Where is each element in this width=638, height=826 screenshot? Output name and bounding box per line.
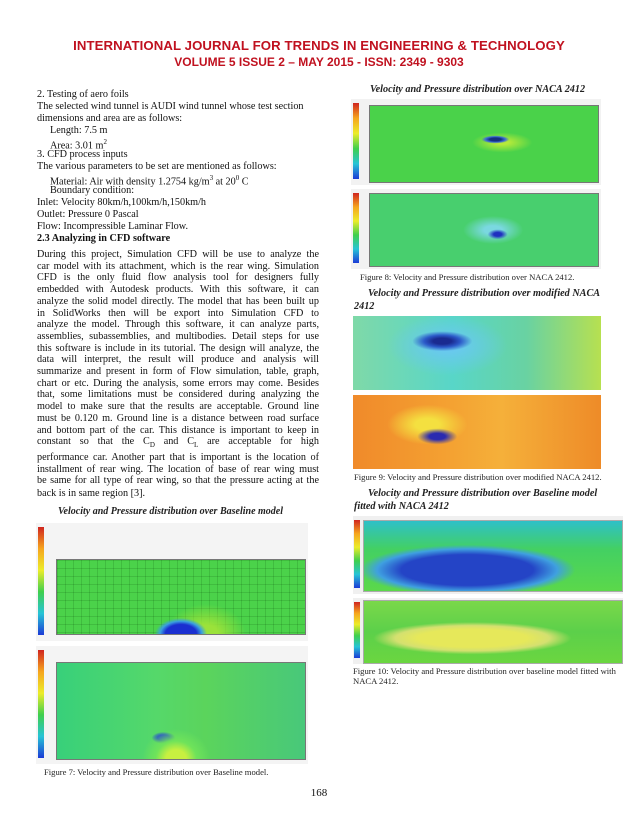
fig7-pressure-plot (36, 646, 308, 764)
body-line: summarize and present in form of Flow simulation, table, graph, (37, 366, 319, 377)
fig9-title-line1: Velocity and Pressure distribution over modified NACA (368, 288, 601, 299)
fig10-caption-line1: Figure 10: Velocity and Pressure distribution over baseline model fitted with (353, 666, 616, 676)
journal-title: INTERNATIONAL JOURNAL FOR TRENDS IN ENGINEERING & TECHNOLOGY (73, 38, 565, 53)
fig7-title: Velocity and Pressure distribution over Baseline model (58, 506, 284, 517)
body-line: installment of rear wing. The location of base of rear wing must (37, 463, 319, 475)
body-line: performance car. Another part that is important is the location of (37, 452, 319, 463)
boundary-label: Boundary condition: (50, 185, 135, 196)
fig7-caption: Figure 7: Velocity and Pressure distribution over Baseline model. (44, 767, 269, 777)
body-line: and bottom part of the car. This distance is important to keep in (37, 424, 319, 436)
fig8-pressure-plot (351, 189, 601, 269)
body-line: that, some limitations must be considered during analyzing the (37, 389, 319, 401)
fig7-velocity-plot (36, 523, 308, 641)
body-line: model to make sure that the results are acceptable. Ground line (37, 401, 319, 413)
section-2-text-2: dimensions and area are as follows: (37, 113, 183, 124)
fig9-title-line2: 2412 (354, 301, 375, 312)
fig10-title-line2: fitted with NACA 2412 (354, 501, 449, 512)
page-number: 168 (310, 787, 328, 799)
body-line: analyze the model. Through this software, it can analyze parts, (37, 319, 319, 331)
area-value: Area: 3.01 $m^2$ (50, 138, 107, 152)
fig10-caption-line2: NACA 2412. (353, 676, 399, 686)
body-line: assemblies, subassemblies, and multibodies. Detail steps for use (37, 330, 319, 342)
body-line: chart or etc. During the analysis, some errors may come. Besides (37, 377, 319, 389)
flow-value: Flow: Incompressible Laminar Flow. (37, 221, 188, 232)
length-value: Length: 7.5 m (50, 125, 108, 136)
material-value: Material: Air with density 1.2754 $kg/m^3$ at $20^0$ C (50, 174, 249, 188)
fig10-title-line1: Velocity and Pressure distribution over Baseline model (368, 488, 598, 499)
fig10-pressure-plot (353, 598, 623, 664)
cd-cl-line: constant so that the $C_D$ and $C_L$ are acceptable for high (37, 436, 319, 450)
fig8-caption: Figure 8: Velocity and Pressure distribution over NACA 2412. (360, 272, 575, 282)
body-line: this software is include in its tutorial. The design will analyze, the (37, 342, 319, 354)
body-line: analyze the solid model directly. The model that has been built up (37, 295, 319, 307)
outlet-value: Outlet: Pressure 0 Pascal (37, 209, 139, 220)
fig9-pressure-plot (353, 395, 601, 469)
inlet-value: Inlet: Velocity 80km/h,100km/h,150km/h (37, 197, 207, 208)
body-line: in SolidWorks then will be export into Simulation CFD to (37, 307, 319, 319)
body-line: be same for all type of rear wing, so that the pressure acting at the (37, 475, 319, 487)
fig8-velocity-plot (351, 99, 601, 185)
section-2-3-heading: 2.3 Analyzing in CFD software (37, 233, 171, 244)
section-3-text: The various parameters to be set are mentioned as follows: (37, 161, 277, 172)
body-line: data will interpret, the result will produce and analysis will (37, 354, 319, 366)
fig8-title: Velocity and Pressure distribution over NACA 2412 (370, 84, 586, 95)
fig9-caption: Figure 9: Velocity and Pressure distribution over modified NACA 2412. (354, 472, 602, 482)
body-last-line: back is in same region [3]. (37, 488, 146, 499)
fig10-velocity-plot (353, 516, 623, 594)
section-3-heading: 3. CFD process inputs (37, 149, 128, 160)
section-2-text-1: The selected wind tunnel is AUDI wind tunnel whose test section (37, 101, 304, 112)
body-line: CFD is the only fluid flow analysis tool for designers fully (37, 272, 319, 284)
section-2-heading: 2. Testing of aero foils (37, 89, 129, 100)
body-line: During this project, Simulation CFD will be use to analyze the (37, 249, 319, 260)
journal-volume: VOLUME 5 ISSUE 2 – MAY 2015 - ISSN: 2349 - 9303 (174, 55, 464, 69)
body-line: embedded with Autodesk products. With this software, it can (37, 284, 319, 296)
body-line: must be 0.120 m. Ground line is a distance between road surface (37, 412, 319, 424)
body-line: car model with its attachment, which is the rear wing. Simulation (37, 260, 319, 272)
fig9-velocity-plot (353, 316, 601, 390)
